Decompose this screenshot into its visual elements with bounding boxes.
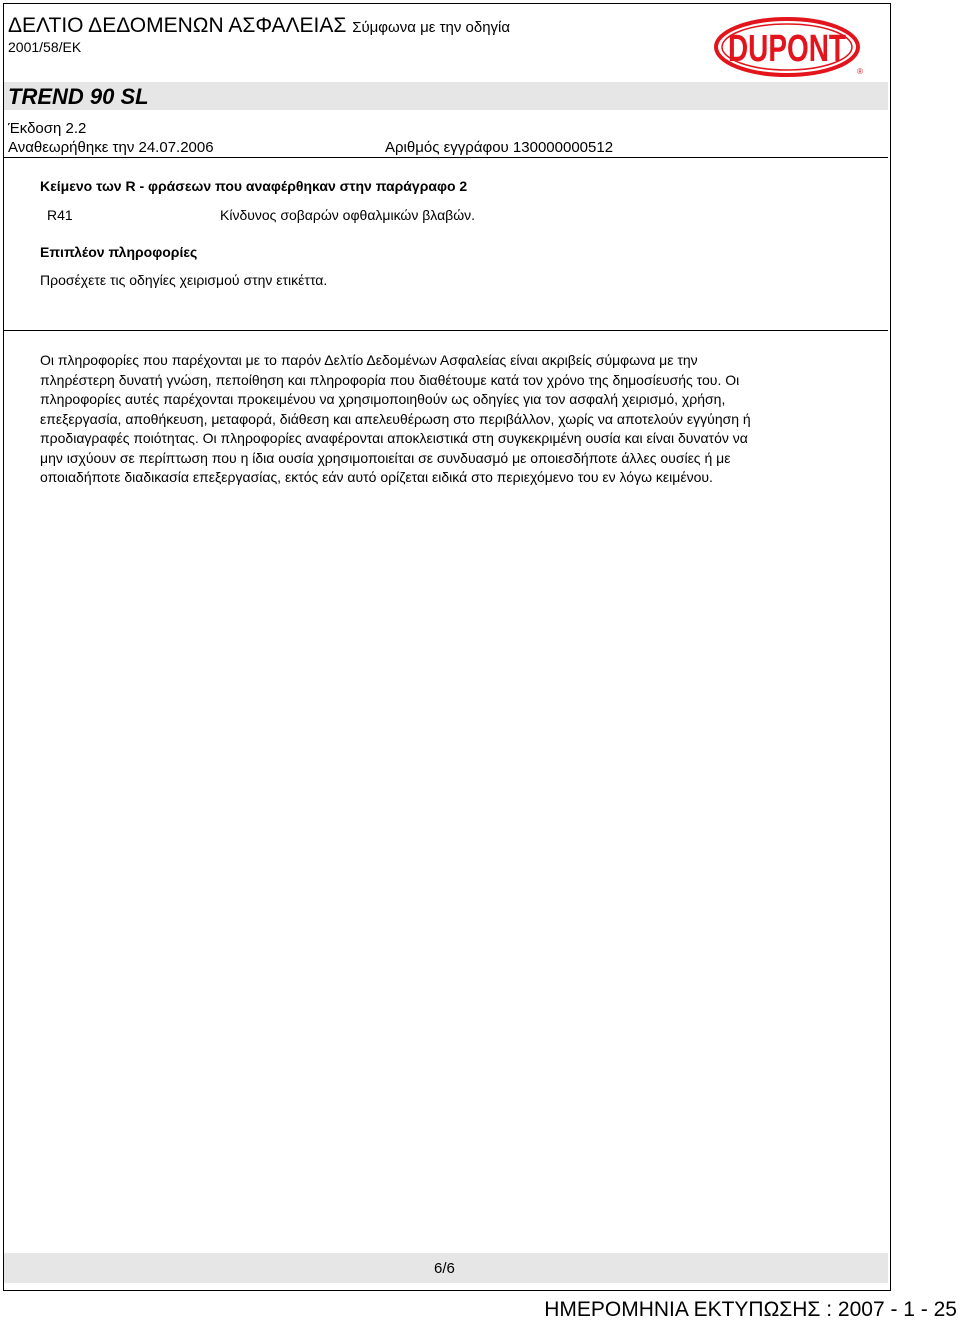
document-title-main: ΔΕΛΤΙΟ ΔΕΔΟΜΕΝΩΝ ΑΣΦΑΛΕΙΑΣ bbox=[8, 14, 347, 37]
directive-number: 2001/58/EK bbox=[8, 39, 82, 55]
section-divider bbox=[4, 330, 888, 331]
registration-number: Αριθμός εγγράφου 130000000512 bbox=[385, 139, 614, 156]
product-name: TREND 90 SL bbox=[8, 84, 149, 109]
disclaimer-line: μην ισχύουν σε περίπτωση που η ίδια ουσία χρησιμοποιείται σε συνδυασμό με οποιεσδήποτε άλλες ουσίες ή με bbox=[40, 449, 731, 466]
disclaimer-line: Οι πληροφορίες που παρέχονται με το παρόν Δελτίο Δεδομένων Ασφαλείας είναι ακριβείς σύμφωνα με την bbox=[40, 352, 698, 368]
document-frame bbox=[3, 3, 891, 1291]
r-phrase-code: R41 bbox=[47, 207, 73, 223]
registered-mark: ® bbox=[857, 67, 863, 76]
r-phrases-heading: Κείμενο των R - φράσεων που αναφέρθηκαν στην παράγραφο 2 bbox=[40, 178, 468, 194]
disclaimer-line: πληροφορίες αυτές παρέχονται προκειμένου να χρησιμοποιηθούν ως οδηγίες για τον ασφαλή χειρισμό, χρήση, bbox=[40, 391, 726, 407]
disclaimer-line: οποιαδήποτε διαδικασία επεξεργασίας, εκτός εάν αυτό ορίζεται ειδικά στο περιεχόμενο του εν λόγω κειμένου. bbox=[40, 469, 713, 485]
further-info-heading: Επιπλέον πληροφορίες bbox=[40, 244, 198, 260]
revision-date: Αναθεωρήθηκε την 24.07.2006 bbox=[8, 139, 214, 156]
disclaimer-paragraph bbox=[40, 351, 880, 488]
version-label: Έκδοση 2.2 bbox=[8, 120, 87, 137]
dupont-logo bbox=[714, 16, 864, 78]
document-title-sub: Σύμφωνα με την οδηγία bbox=[352, 19, 511, 36]
document-title bbox=[8, 14, 510, 38]
print-date: ΗΜΕΡΟΜΗΝΙΑ ΕΚΤΥΠΩΣΗΣ : 2007 - 1 - 25 bbox=[544, 1298, 957, 1321]
disclaimer-line: προδιαγραφές ποιότητας. Οι πληροφορίες αναφέρονται αποκλειστικά στη συγκεκριμένη ουσία και είναι δυνατόν να bbox=[40, 430, 748, 446]
header-divider bbox=[4, 157, 888, 158]
logo-wordmark: DUPONT bbox=[728, 28, 846, 70]
disclaimer-line: πληρέστερη δυνατή γνώση, πεποίθηση και πληροφορία που διαθέτουμε κατά τον χρόνο της δημοσίευσής του. Οι bbox=[40, 371, 740, 388]
r-phrase-text: Κίνδυνος σοβαρών οφθαλμικών βλαβών. bbox=[220, 207, 476, 223]
page-number: 6/6 bbox=[434, 1260, 455, 1277]
further-info-text: Προσέχετε τις οδηγίες χειρισμού στην ετικέττα. bbox=[40, 272, 328, 288]
disclaimer-line: επεξεργασία, αποθήκευση, μεταφορά, διάθεση και απελευθέρωση στο περιβάλλον, χωρίς να αποτελούν εγγύηση ή bbox=[40, 410, 751, 427]
